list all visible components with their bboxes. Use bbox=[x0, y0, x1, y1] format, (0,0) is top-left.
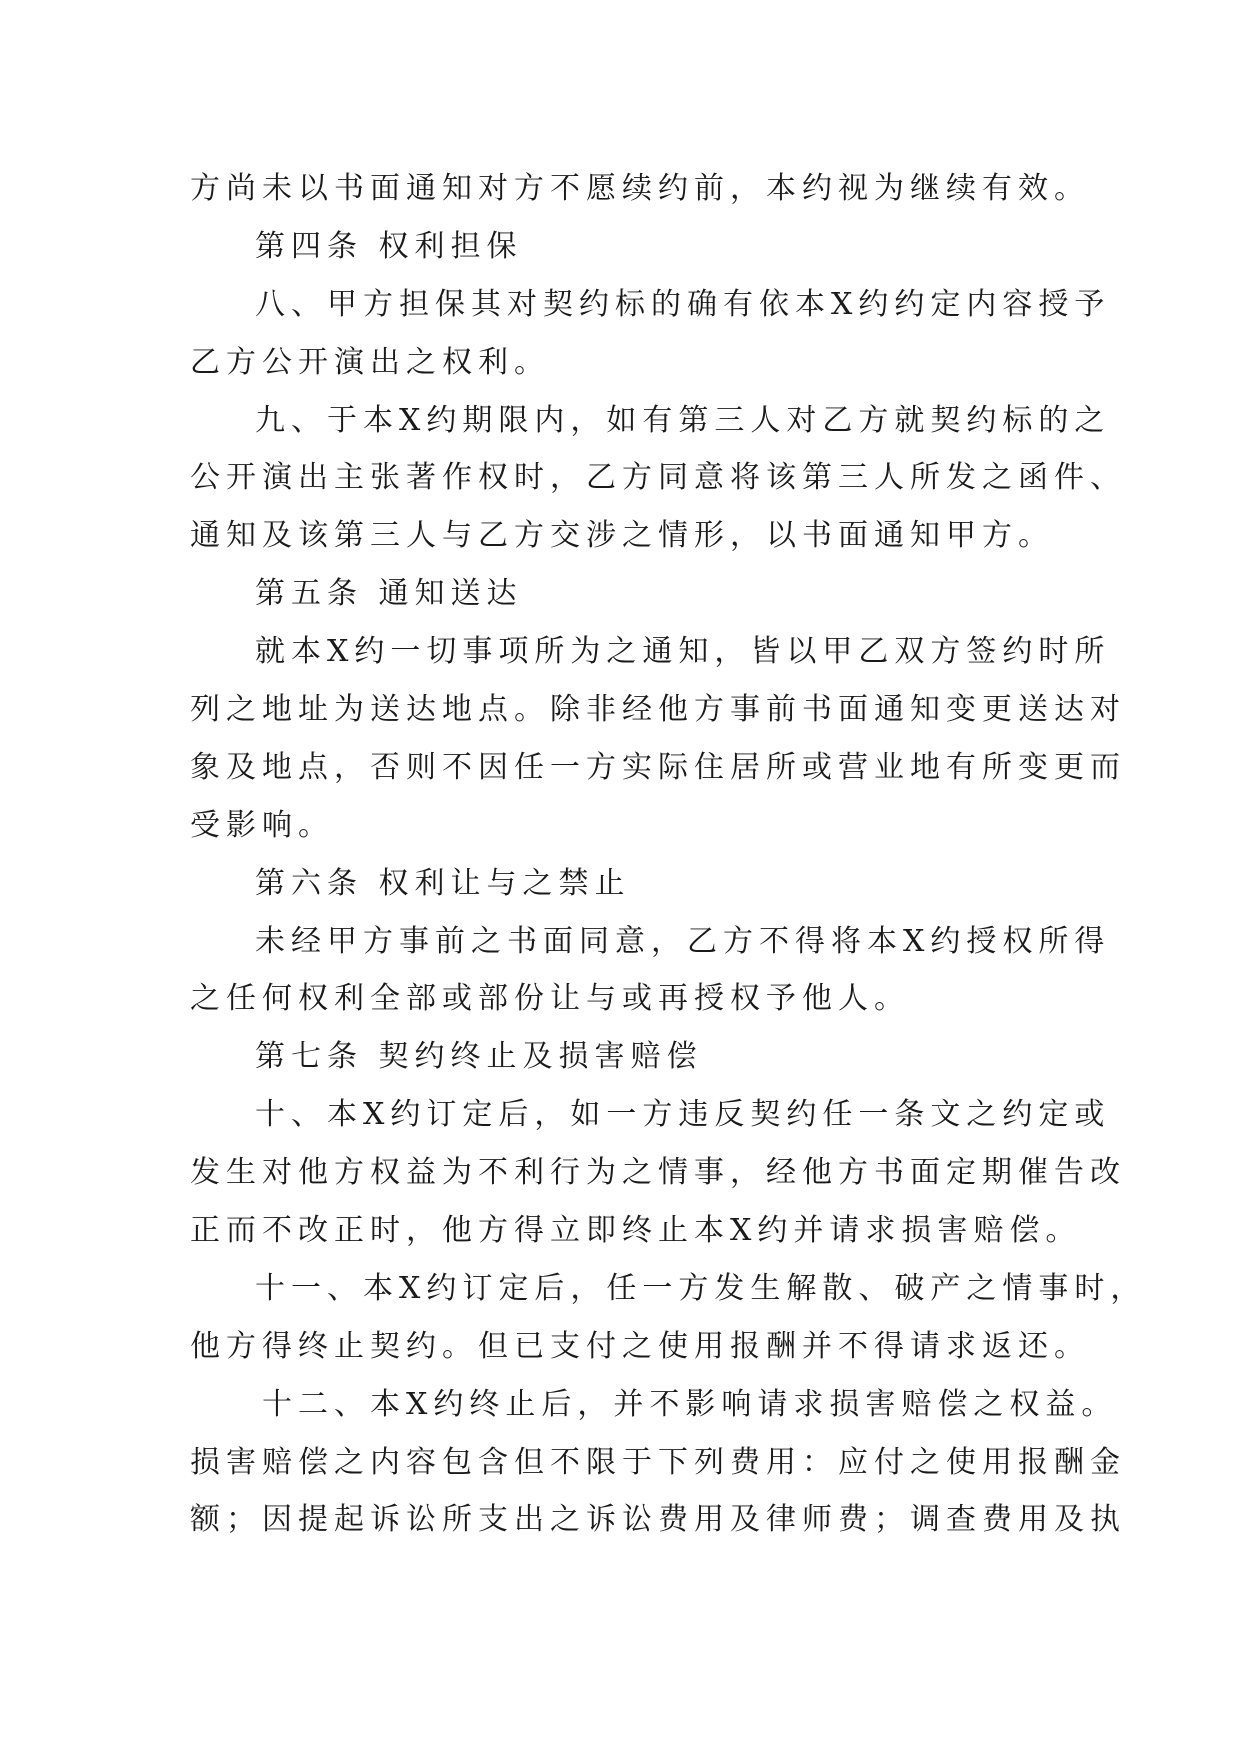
text-line: 受影响。 bbox=[190, 807, 334, 843]
text-line: 乙方公开演出之权利。 bbox=[190, 344, 550, 380]
text-line: 额；因提起诉讼所支出之诉讼费用及律师费；调查费用及执 bbox=[190, 1502, 1126, 1538]
text-line: 未经甲方事前之书面同意，乙方不得将本X约授权所得 bbox=[255, 923, 1111, 959]
text-line: 十二、本X约终止后，并不影响请求损害赔偿之权益。 bbox=[262, 1386, 1118, 1422]
text-line: 损害赔偿之内容包含但不限于下列费用：应付之使用报酬金 bbox=[190, 1444, 1126, 1480]
text-line: 十一、本X约订定后，任一方发生解散、破产之情事时， bbox=[255, 1270, 1147, 1306]
text-line: 十、本X约订定后，如一方违反契约任一条文之约定或 bbox=[255, 1097, 1111, 1133]
text-line: 他方得终止契约。但已支付之使用报酬并不得请求返还。 bbox=[190, 1328, 1090, 1364]
text-line: 通知及该第三人与乙方交涉之情形，以书面通知甲方。 bbox=[190, 518, 1054, 554]
article-heading: 第六条 权利让与之禁止 bbox=[255, 865, 631, 901]
text-line: 九、于本X约期限内，如有第三人对乙方就契约标的之 bbox=[255, 402, 1111, 438]
text-line: 八、甲方担保其对契约标的确有依本X约约定内容授予 bbox=[255, 286, 1111, 322]
text-line: 之任何权利全部或部份让与或再授权予他人。 bbox=[190, 981, 910, 1017]
text-line: 列之地址为送达地点。除非经他方事前书面通知变更送达对 bbox=[190, 692, 1126, 728]
article-heading: 第五条 通知送达 bbox=[255, 576, 523, 612]
text-line: 公开演出主张著作权时，乙方同意将该第三人所发之函件、 bbox=[190, 460, 1126, 496]
text-line: 方尚未以书面通知对方不愿续约前，本约视为继续有效。 bbox=[190, 171, 1090, 206]
article-heading: 第四条 权利担保 bbox=[255, 228, 523, 264]
text-line: 发生对他方权益为不利行为之情事，经他方书面定期催告改 bbox=[190, 1155, 1126, 1191]
text-line: 正而不改正时，他方得立即终止本X约并请求损害赔偿。 bbox=[190, 1213, 1082, 1249]
document-body bbox=[190, 160, 1147, 1549]
text-line: 就本X约一切事项所为之通知，皆以甲乙双方签约时所 bbox=[255, 634, 1111, 670]
text-line: 象及地点，否则不因任一方实际住居所或营业地有所变更而 bbox=[190, 749, 1126, 785]
article-heading: 第七条 契约终止及损害赔偿 bbox=[255, 1039, 703, 1075]
